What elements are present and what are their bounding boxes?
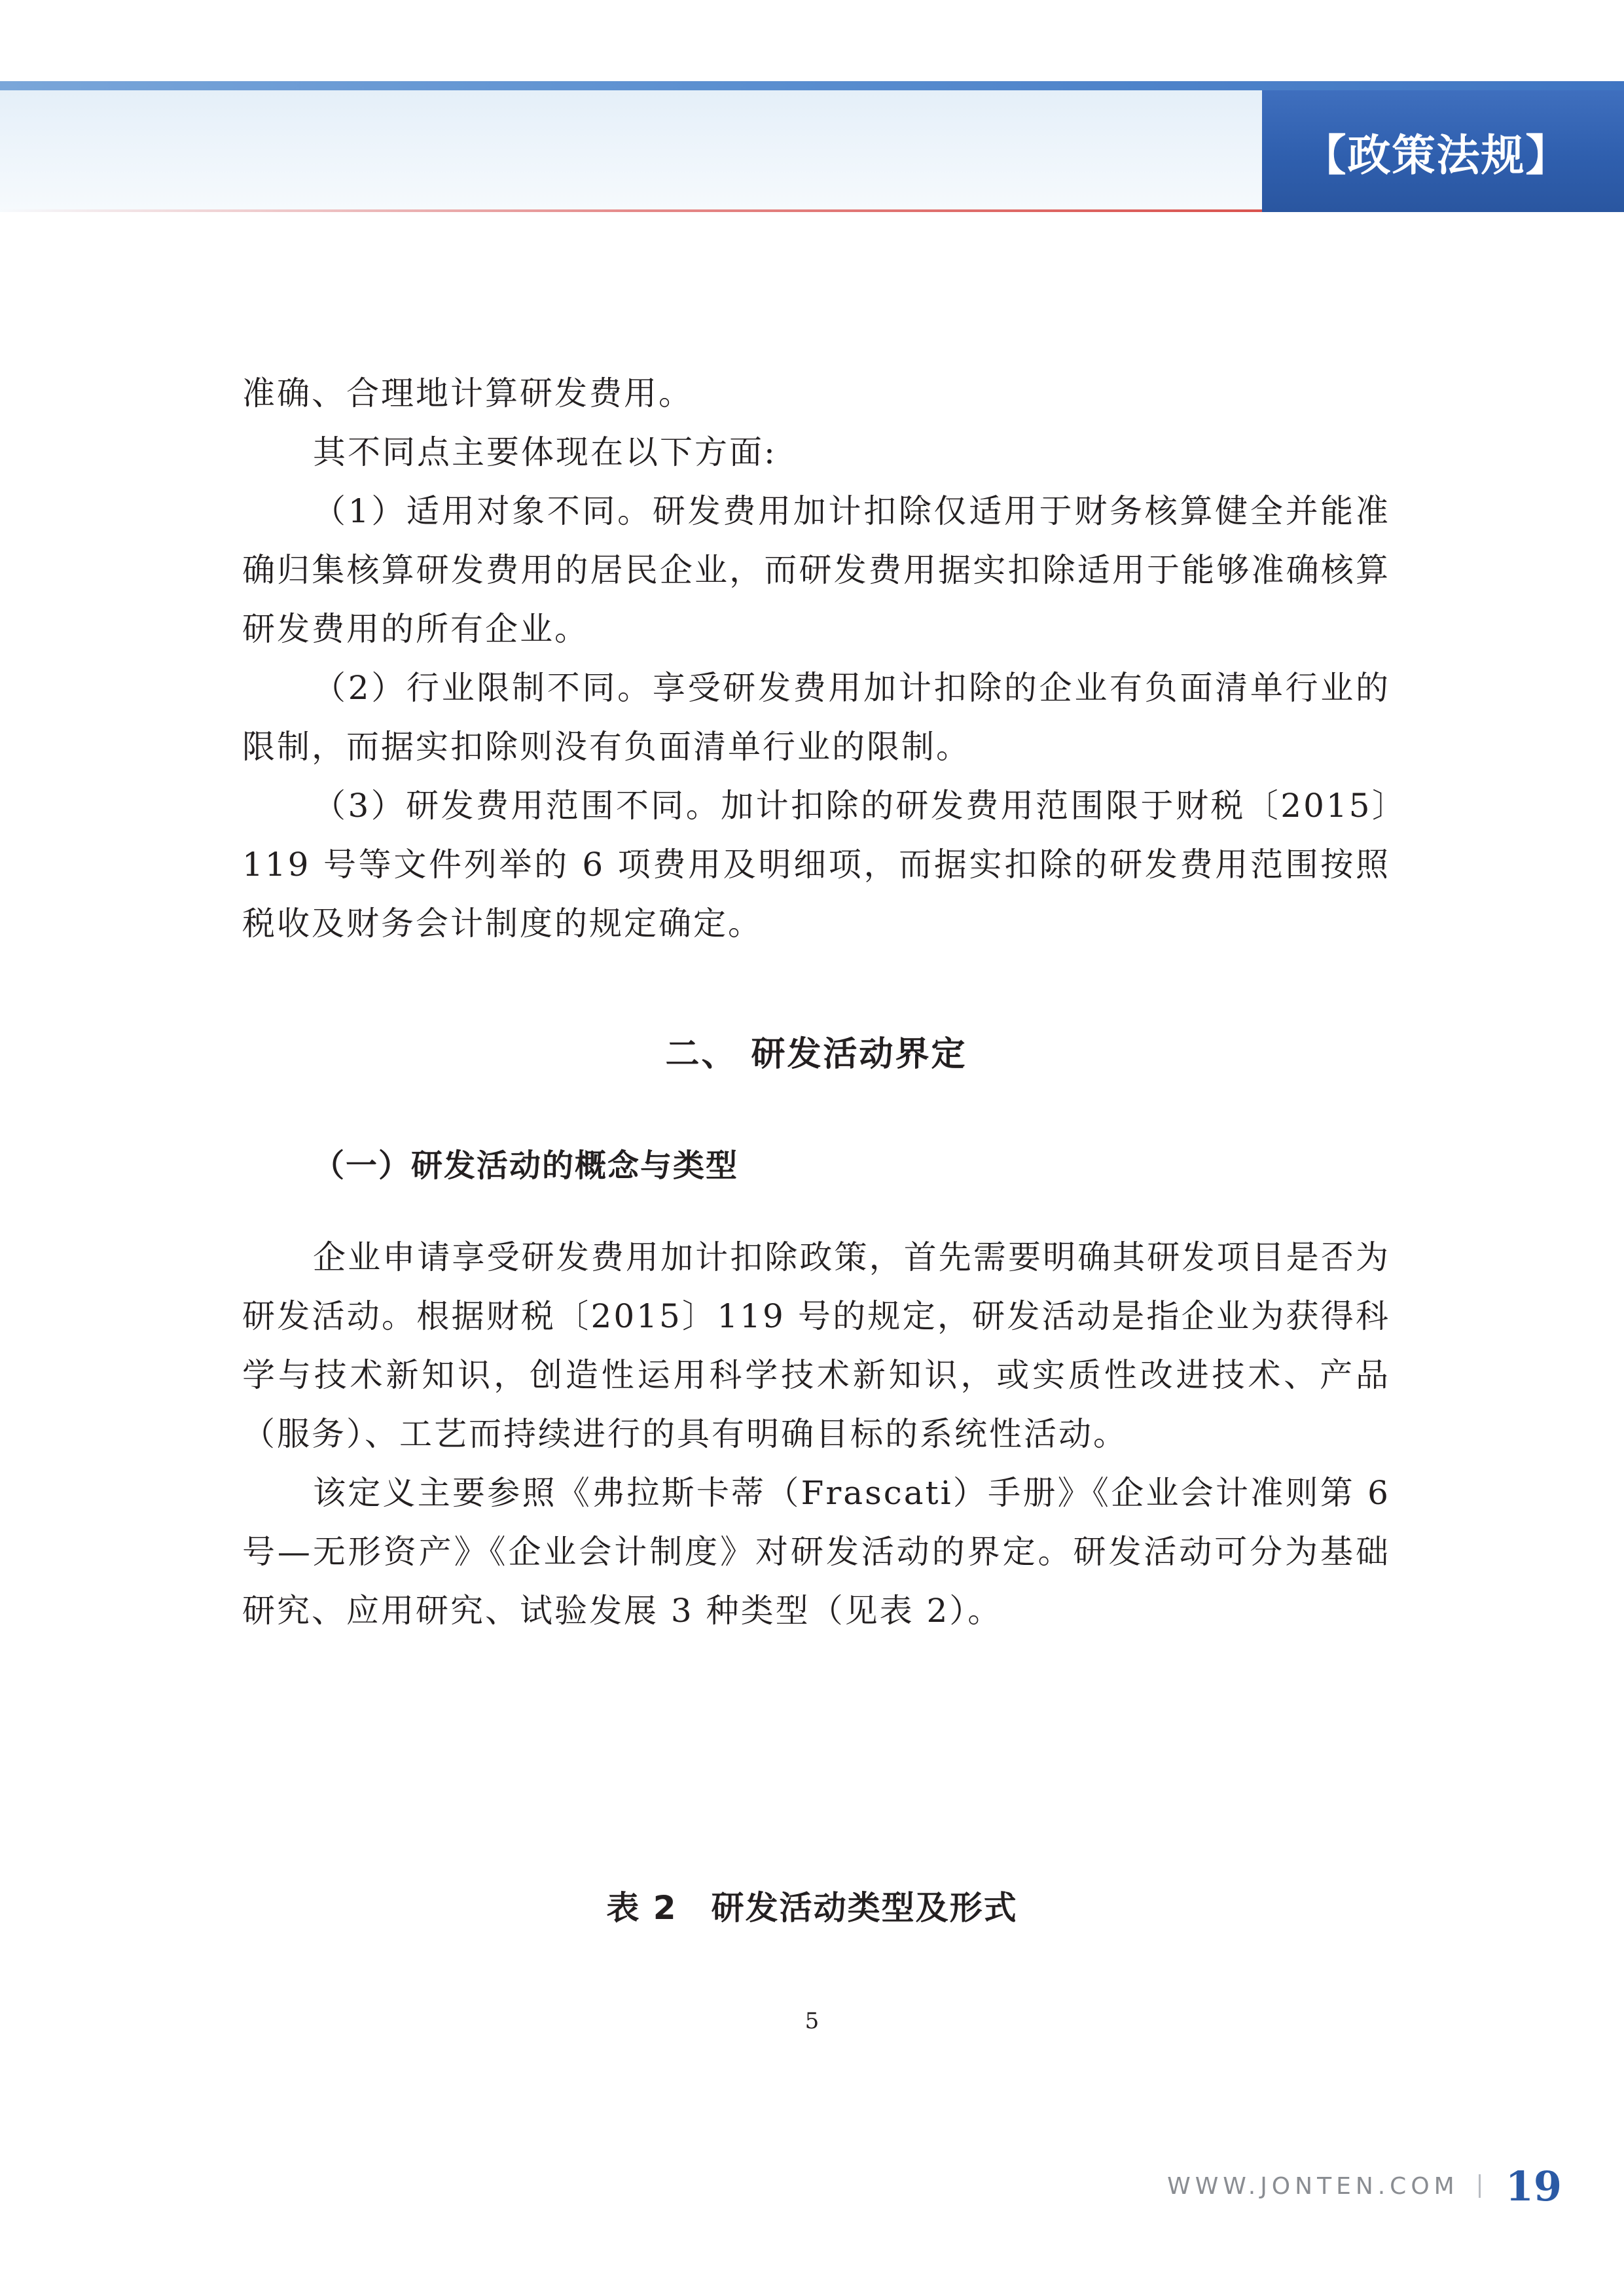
header-accent-line [0, 209, 1262, 212]
section-tag-box [1262, 90, 1624, 212]
footer-website: WWW.JONTEN.COM [1167, 2172, 1459, 2200]
footer-divider [1479, 2174, 1481, 2198]
section-heading: 二、 研发活动界定 [665, 1035, 967, 1074]
paragraph: 其不同点主要体现在以下方面: [313, 433, 777, 471]
paragraph: （1）适用对象不同。研发费用加计扣除仅适用于财务核算健全并能准确归集核算研发费用的居民企业，而研发费用据实扣除适用于能够准确核算研发费用的所有企业。 [242, 492, 1390, 648]
paragraph: 准确、合理地计算研发费用。 [242, 374, 693, 412]
subsection-heading: （一）研发活动的概念与类型 [313, 1147, 739, 1184]
header-band [0, 81, 1262, 212]
article-body [242, 364, 1390, 1640]
table-caption: 表 2 研发活动类型及形式 [606, 1889, 1018, 1927]
paragraph: 该定义主要参照《弗拉斯卡蒂（Frascati）手册》《企业会计准则第 6 号—无形资产》《企业会计制度》对研发活动的界定。研发活动可分为基础研究、应用研究、试验发展 3 种类型（见表 2）。 [242, 1474, 1390, 1630]
footer-page-number: 19 [1505, 2162, 1562, 2210]
footer [1167, 2160, 1562, 2212]
inner-page-number: 5 [804, 2008, 820, 2034]
header-top-line [0, 81, 1624, 90]
section-tag: 【政策法规】 [1303, 130, 1570, 181]
paragraph: 企业申请享受研发费用加计扣除政策，首先需要明确其研发项目是否为研发活动。根据财税〔2015〕119 号的规定，研发活动是指企业为获得科学与技术新知识，创造性运用科学技术新知识，或实质性改进技术、产品（服务）、工艺而持续进行的具有明确目标的系统性活动。 [242, 1238, 1390, 1453]
paragraph: （3）研发费用范围不同。加计扣除的研发费用范围限于财税〔2015〕119 号等文件列举的 6 项费用及明细项，而据实扣除的研发费用范围按照税收及财务会计制度的规定确定。 [242, 787, 1390, 942]
paragraph: （2）行业限制不同。享受研发费用加计扣除的企业有负面清单行业的限制，而据实扣除则没有负面清单行业的限制。 [242, 669, 1390, 766]
